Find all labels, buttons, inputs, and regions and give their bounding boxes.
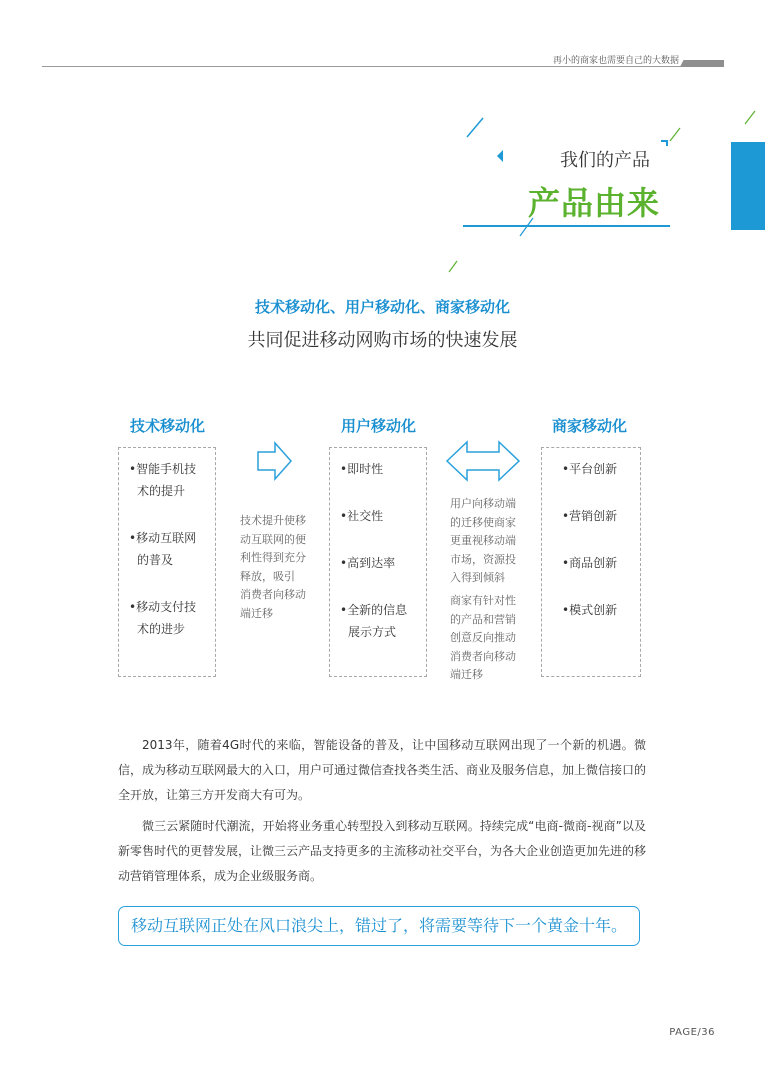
page-number: PAGE/36 [669, 1027, 715, 1038]
list-item: •移动支付技 术的进步 [129, 600, 197, 636]
callout-box [118, 906, 640, 946]
paragraph-2: 微三云紧随时代潮流，开始将业务重心转型投入到移动互联网。持续完成“电商-微商-视商”以及新零售时代的更替发展，让微三云产品支持更多的主流移动社交平台，为各大企业创造更加先进的移动营销管理体系，成为企业级服务商。 [118, 819, 647, 883]
column-title-tech: 技术移动化 [130, 417, 206, 435]
double-arrow-icon [445, 438, 521, 484]
list-item: •营销创新 [562, 509, 618, 523]
list-item: •高到达率 [340, 556, 396, 570]
list-item: •智能手机技 术的提升 [129, 462, 197, 498]
intro-line-1: 技术移动化、用户移动化、商家移动化 [254, 298, 510, 316]
column-title-merchant: 商家移动化 [552, 417, 628, 435]
column-box-merchant [541, 447, 641, 677]
heading-subtitle: 我们的产品 [560, 150, 650, 171]
column-box-user [329, 447, 427, 677]
connector-2-text-1: 用户向移动端 的迁移使商家 更重视移动端 市场，资源投 入得到倾斜 [450, 497, 516, 584]
list-item: •移动互联网 的普及 [129, 531, 197, 567]
list-item: •社交性 [340, 509, 384, 523]
connector-1-text: 技术提升使移 动互联网的便 利性得到充分 释放，吸引 消费者向移动 端迁移 [240, 514, 306, 620]
list-item: •全新的信息 展示方式 [340, 603, 408, 639]
column-title-user: 用户移动化 [341, 417, 417, 435]
list-item: •模式创新 [562, 603, 618, 617]
list-item: •商品创新 [562, 556, 618, 570]
connector-2-text-2: 商家有针对性 的产品和营销 创意反向推动 消费者向移动 端迁移 [450, 594, 516, 681]
header-title: 再小的商家也需要自己的大数据 [552, 56, 679, 66]
intro-line-2: 共同促进移动网购市场的快速发展 [247, 330, 518, 351]
column-box-tech [118, 447, 216, 677]
paragraph-1: 2013年，随着4G时代的来临，智能设备的普及，让中国移动互联网出现了一个新的机遇。微信，成为移动互联网最大的入口，用户可通过微信查找各类生活、商业及服务信息，加上微信接口的全开放，让第三方开发商大有可为。 [118, 738, 647, 802]
heading-title: 产品由来 [528, 184, 661, 222]
list-item: •平台创新 [562, 462, 618, 476]
arrow-right-icon [255, 440, 295, 484]
decorative-slashes [0, 0, 765, 300]
callout-text: 移动互联网正处在风口浪尖上，错过了，将需要等待下一个黄金十年。 [130, 916, 627, 935]
heading-rule [463, 225, 670, 227]
list-item: •即时性 [340, 462, 384, 476]
